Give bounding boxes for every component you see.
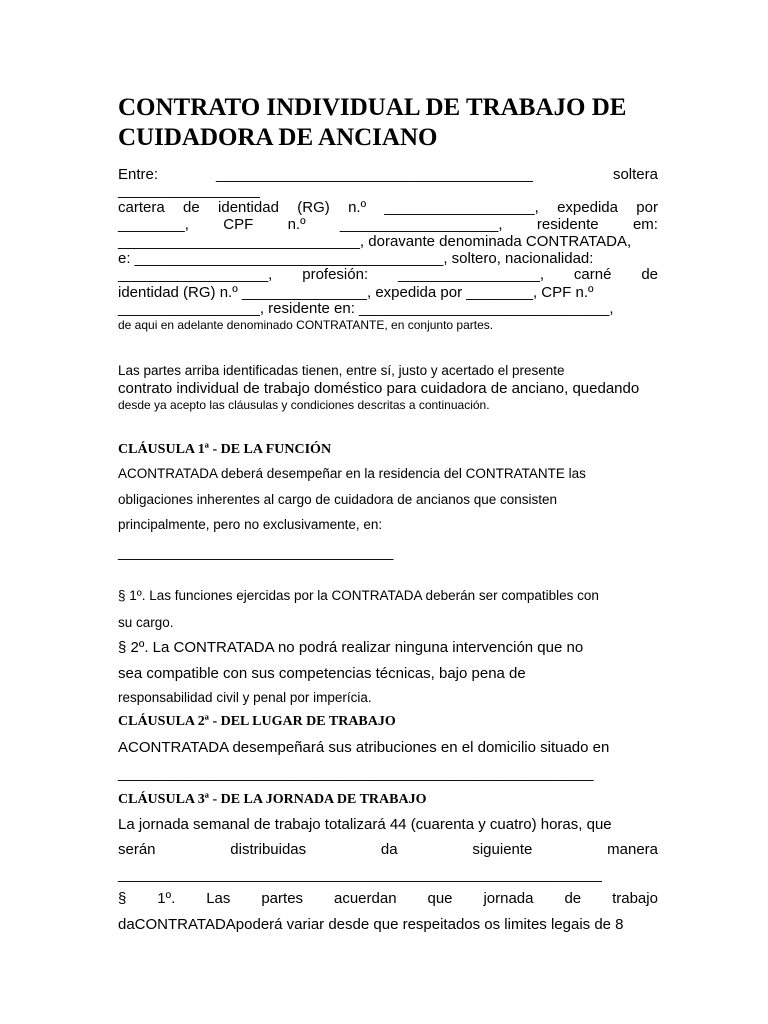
- parties-l4-em: em:: [632, 216, 658, 233]
- parties-l4-cpf: CPF: [223, 216, 254, 233]
- parties-civil-status: soltera: [612, 166, 658, 183]
- parties-l4-blank: ________,: [118, 216, 189, 233]
- parties-line-5: _____________________________, doravante denominada CONTRATADA,: [118, 233, 632, 250]
- clause-2-heading: CLÁUSULA 2ª - DEL LUGAR DE TRABAJO: [118, 714, 396, 729]
- clause-1-par-1-line-1: § 1º. Las funciones ejercidas por la CONTRATADA deberán ser compatibles con: [118, 588, 599, 603]
- parties-line-8: identidad (RG) n.º _______________, expedida por ________, CPF n.º: [118, 284, 594, 301]
- intro-line-1: Las partes arriba identificadas tienen, entre sí, justo y acertado el presente: [118, 363, 565, 378]
- clause-3-line-2: serán distribuidas da siguiente manera: [118, 841, 658, 858]
- parties-line-1: [118, 166, 658, 183]
- clause-1-line-1: ACONTRATADA deberá desempeñar en la residencia del CONTRATANTE las: [118, 466, 586, 481]
- intro-line-3: desde ya acepto las cláusulas y condiciones descritas a continuación.: [118, 398, 490, 412]
- intro-line-2: contrato individual de trabajo doméstico para cuidadora de anciano, quedando: [118, 380, 640, 397]
- clause-3-heading: CLÁUSULA 3ª - DE LA JORNADA DE TRABAJO: [118, 792, 427, 807]
- parties-l4-no: n.º: [287, 216, 306, 233]
- parties-l7-blank: __________________,: [118, 266, 273, 283]
- parties-line-4: [118, 216, 658, 233]
- parties-line-6: e: _____________________________________, soltero, nacionalidad:: [118, 250, 594, 267]
- clause-3-par-1-line-1: § 1º. Las partes acuerdan que jornada de trabajo: [118, 890, 658, 907]
- parties-line-2: _________________: [118, 182, 260, 199]
- title-line-2: CUIDADORA DE ANCIANO: [118, 124, 438, 151]
- clause-3-par-1-line-2: daCONTRATADApoderá variar desde que respeitados os limites legais de 8: [118, 916, 624, 933]
- parties-line-7: [118, 266, 658, 283]
- parties-line-10: de aqui en adelante denominado CONTRATANTE, en conjunto partes.: [118, 318, 494, 332]
- clause-1-blank: _________________________________: [118, 544, 394, 561]
- clause-1-heading: CLÁUSULA 1ª - DE LA FUNCIÓN: [118, 442, 332, 457]
- clause-2-line-1: ACONTRATADA desempeñará sus atribuciones en el domicilio situado en: [118, 739, 610, 756]
- parties-l7-carne: carné: [573, 266, 612, 283]
- clause-1-line-2: obligaciones inherentes al cargo de cuidadora de ancianos que consisten: [118, 492, 558, 507]
- parties-line-3: cartera de identidad (RG) n.º __________________, expedida por: [118, 199, 658, 216]
- clause-1-par-2-line-3: responsabilidad civil y penal por imperícia.: [118, 690, 372, 705]
- parties-line-9: _________________, residente en: ______________________________,: [118, 300, 614, 317]
- clause-1-par-2-line-2: sea compatible con sus competencias técnicas, bajo pena de: [118, 665, 526, 682]
- clause-3-blank: __________________________________________________________: [118, 866, 602, 883]
- parties-l7-profesion: profesión:: [302, 266, 369, 283]
- parties-l7-profesion-blank: _________________,: [398, 266, 544, 283]
- clause-3-line-1: La jornada semanal de trabajo totalizará 44 (cuarenta y cuatro) horas, que: [118, 816, 612, 833]
- clause-1-line-3: principalmente, pero no exclusivamente, en:: [118, 517, 383, 532]
- parties-entre-label: Entre:: [118, 166, 159, 183]
- parties-l4-residente: residente: [536, 216, 599, 233]
- clause-1-par-2-line-1: § 2º. La CONTRATADA no podrá realizar ninguna intervención que no: [118, 639, 584, 656]
- title-line-1: CONTRATO INDIVIDUAL DE TRABAJO DE: [118, 94, 627, 121]
- document-title: [118, 93, 658, 153]
- parties-name-blank: ______________________________________: [216, 166, 534, 183]
- parties-l7-de: de: [641, 266, 658, 283]
- clause-2-blank: _________________________________________________________: [118, 765, 594, 782]
- parties-l4-cpf-blank: ___________________,: [339, 216, 503, 233]
- clause-1-par-1-line-2: su cargo.: [118, 615, 174, 630]
